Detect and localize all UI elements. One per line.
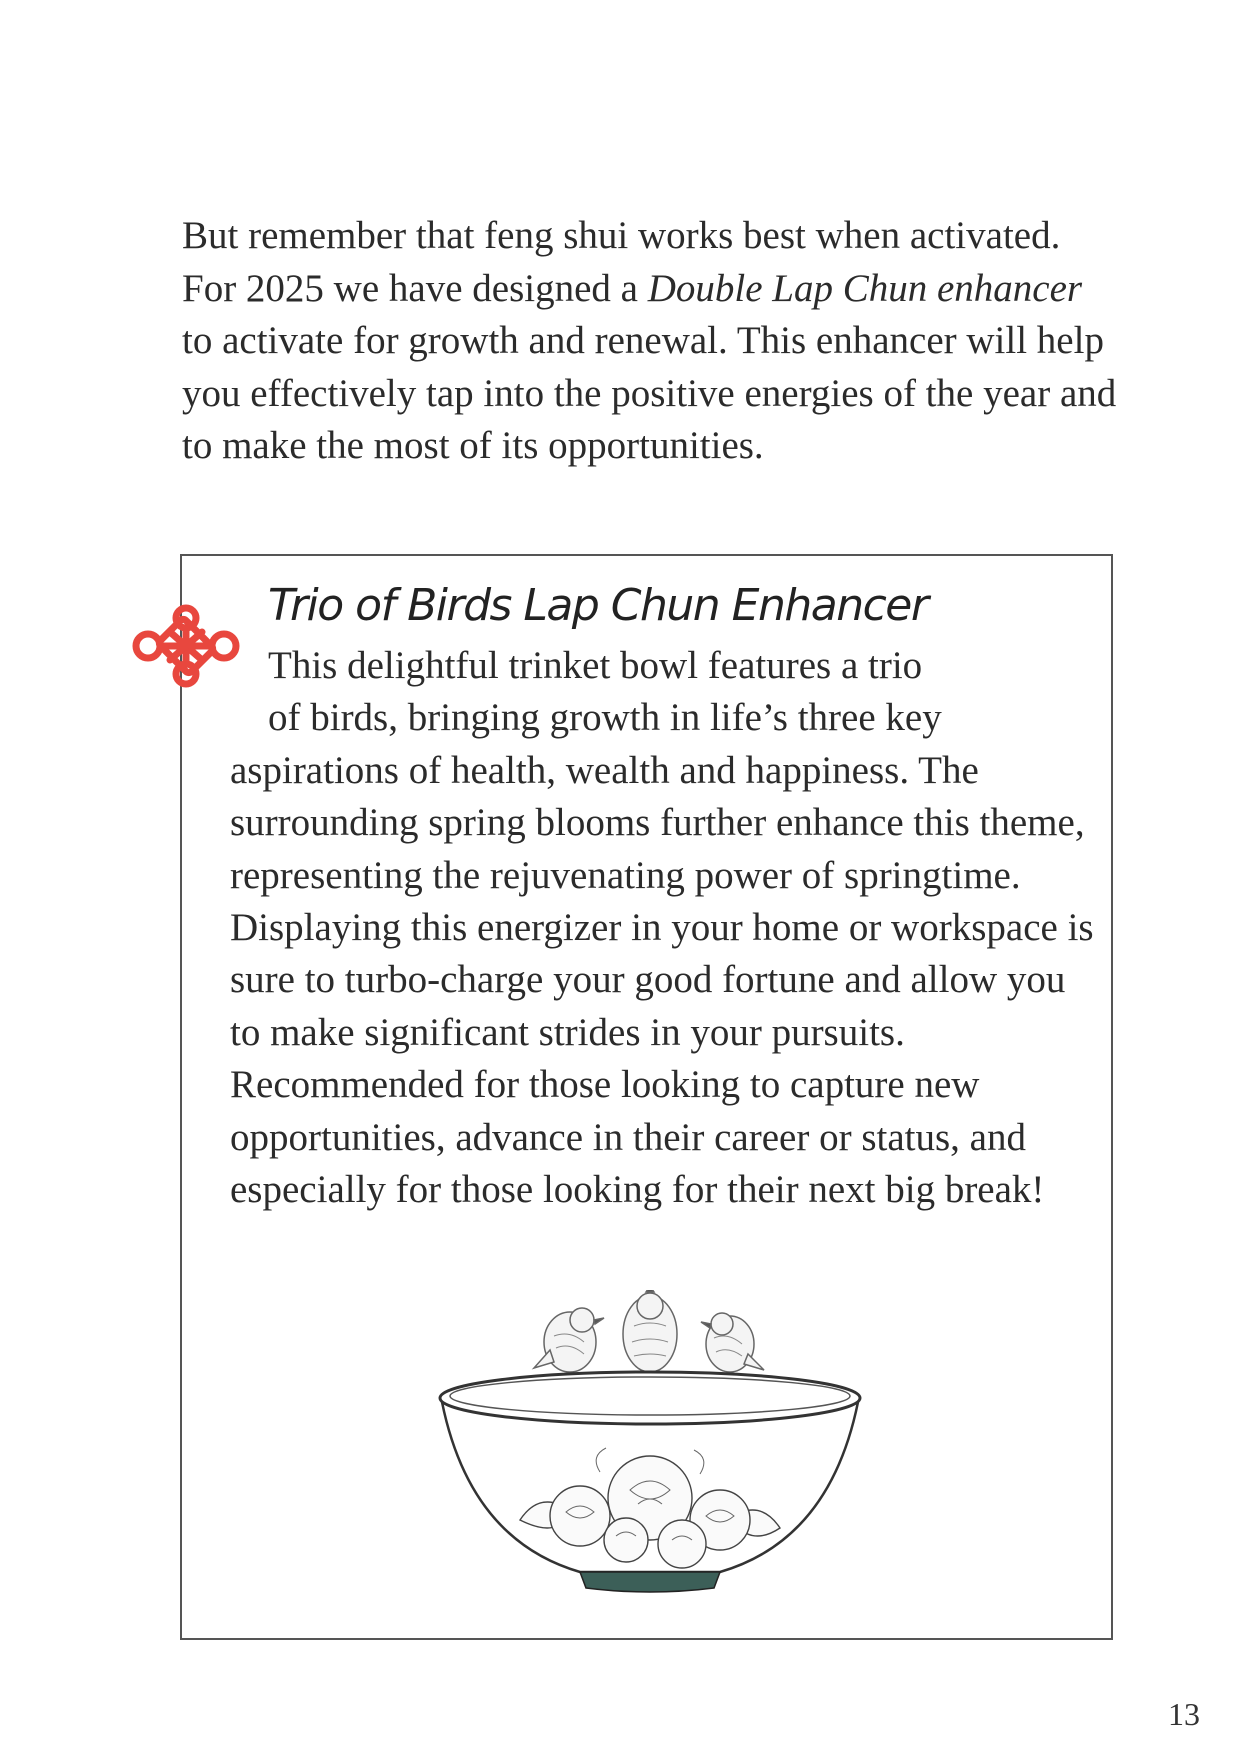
feature-description bbox=[230, 640, 1100, 1216]
feature-description-rest: aspirations of health, wealth and happiness. The surrounding spring blooms further enhance this theme, representing the rejuvenating power of springtime. Displaying this energizer in your home or workspace is sure to turbo-charge your good fortune and allow you to make significant strides in your pursuits. Recommended for those looking to capture new opportunities, advance in their career or status, and especially for those looking for their next big break! bbox=[230, 748, 1094, 1212]
bird-bowl-illustration bbox=[430, 1290, 870, 1610]
page-number: 13 bbox=[1168, 1696, 1200, 1732]
intro-italic-product: Double Lap Chun enhancer bbox=[647, 266, 1083, 310]
feature-description-line2: of birds, bringing growth in life’s three key bbox=[268, 696, 942, 740]
feature-title: Trio of Birds Lap Chun Enhancer bbox=[268, 580, 928, 631]
endless-knot-icon bbox=[126, 604, 246, 688]
feature-description-line1: This delightful trinket bowl features a trio bbox=[268, 644, 923, 687]
intro-paragraph bbox=[182, 210, 1122, 473]
intro-text-2: to activate for growth and renewal. This enhancer will help you effectively tap into the positive energies of the year and to make the most of its opportunities. bbox=[182, 319, 1117, 467]
intro-text-1: But remember that feng shui works best when activated. For 2025 we have designed a bbox=[182, 214, 1061, 310]
